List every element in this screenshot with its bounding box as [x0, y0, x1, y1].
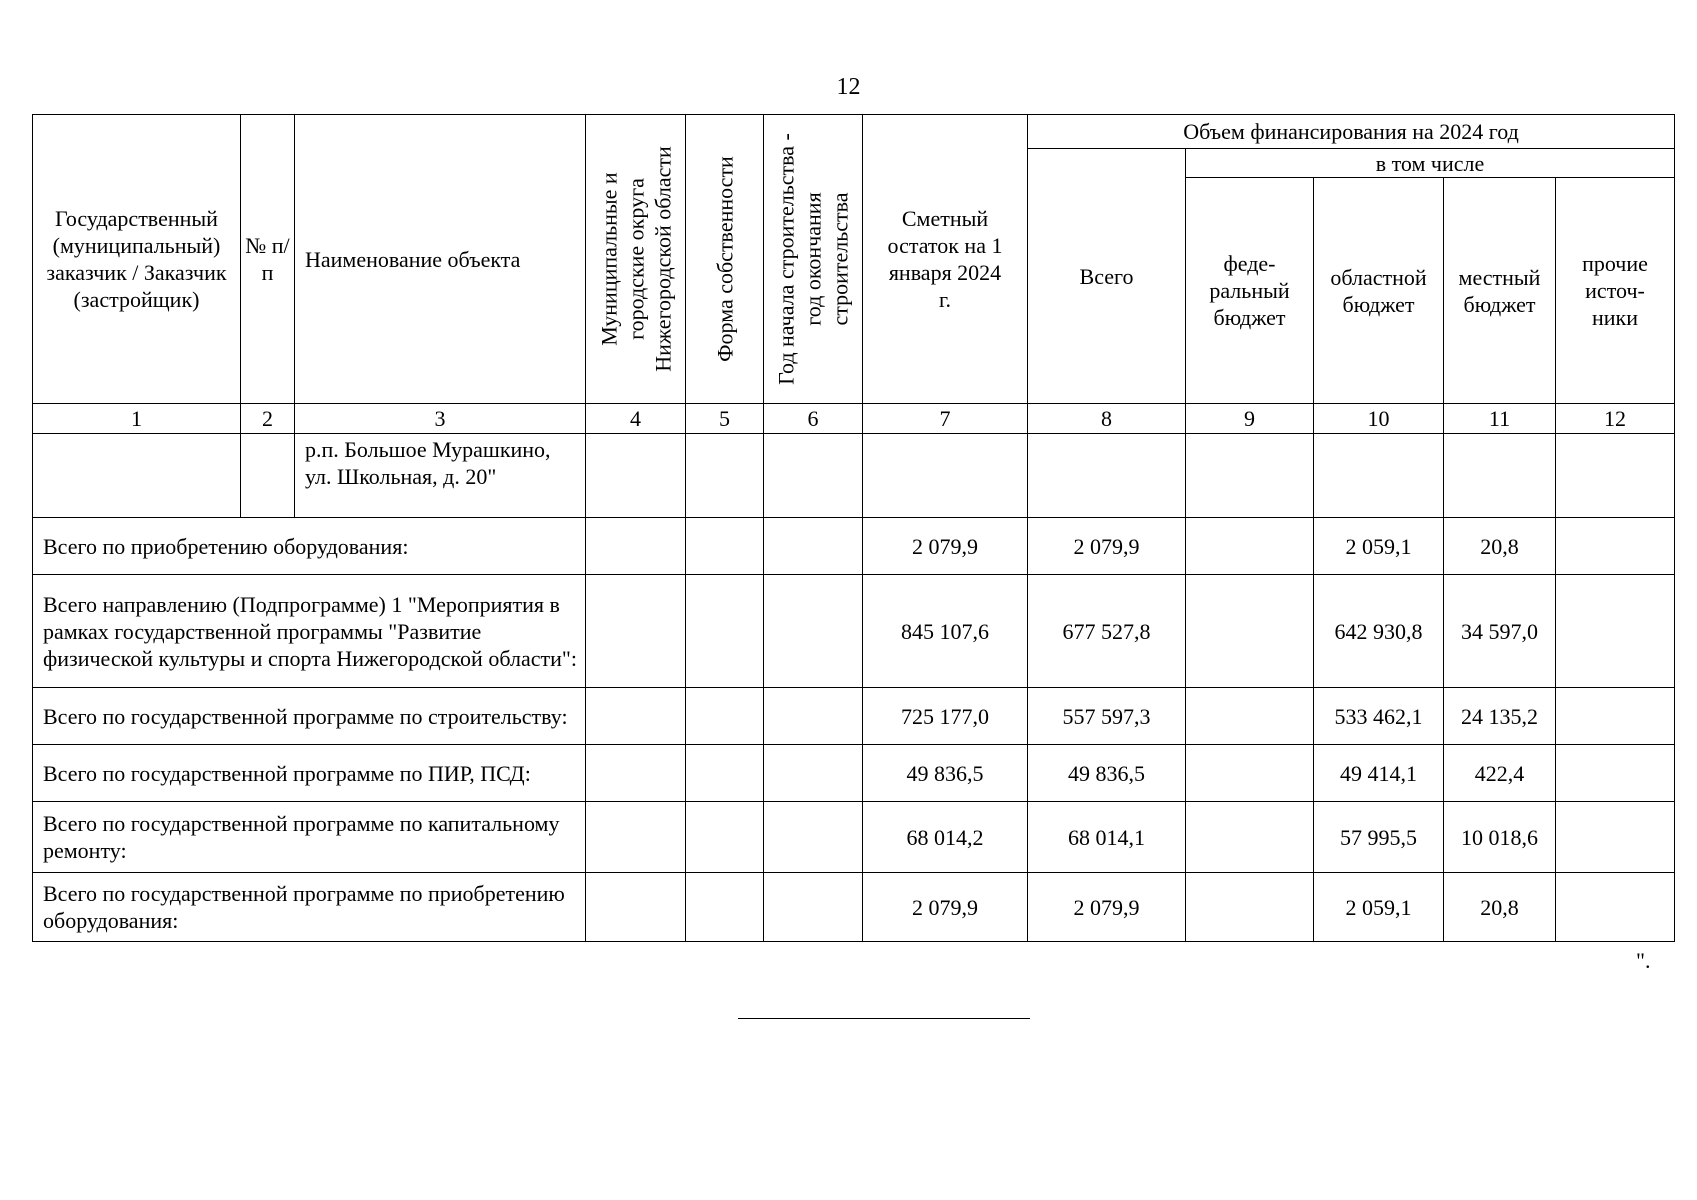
cell-empty [686, 802, 764, 873]
cell-empty [764, 745, 863, 802]
regional-value: 2 059,1 [1314, 873, 1444, 942]
col-number: 4 [586, 404, 686, 434]
federal-value [1186, 688, 1314, 745]
header-federal: феде-ральный бюджет [1186, 178, 1314, 404]
header-ownership-text: Форма собственности [712, 156, 737, 362]
cell-empty [1186, 434, 1314, 518]
other-value [1556, 518, 1675, 575]
federal-value [1186, 575, 1314, 688]
header-object-name: Наименование объекта [295, 115, 586, 404]
cell-empty [686, 518, 764, 575]
header-construction-years [764, 115, 863, 404]
estimate-balance-value: 2 079,9 [863, 518, 1028, 575]
financing-table [32, 114, 1675, 942]
regional-value: 49 414,1 [1314, 745, 1444, 802]
other-value [1556, 745, 1675, 802]
row-label: Всего по приобретению оборудования: [33, 518, 586, 575]
table-row [33, 745, 1675, 802]
cell-empty [863, 434, 1028, 518]
col-number: 6 [764, 404, 863, 434]
header-financing: Объем финансирования на 2024 год [1028, 115, 1675, 149]
header-including: в том числе [1186, 149, 1675, 178]
total-value: 2 079,9 [1028, 873, 1186, 942]
table-row [33, 575, 1675, 688]
table-row [33, 518, 1675, 575]
local-value: 422,4 [1444, 745, 1556, 802]
cell-empty [586, 688, 686, 745]
federal-value [1186, 802, 1314, 873]
col-number: 3 [295, 404, 586, 434]
col-number: 8 [1028, 404, 1186, 434]
other-value [1556, 575, 1675, 688]
cell-empty [586, 873, 686, 942]
row-label: Всего по государственной программе по ПИР, ПСД: [33, 745, 586, 802]
total-value: 49 836,5 [1028, 745, 1186, 802]
col-number: 10 [1314, 404, 1444, 434]
cell-empty [764, 434, 863, 518]
local-value: 20,8 [1444, 873, 1556, 942]
header-ownership [686, 115, 764, 404]
header-local: местный бюджет [1444, 178, 1556, 404]
estimate-balance-value: 845 107,6 [863, 575, 1028, 688]
header-municipalities [586, 115, 686, 404]
row-label: Всего по государственной программе по строительству: [33, 688, 586, 745]
cell-empty [764, 575, 863, 688]
total-value: 677 527,8 [1028, 575, 1186, 688]
federal-value [1186, 745, 1314, 802]
col-number: 5 [686, 404, 764, 434]
col-number: 9 [1186, 404, 1314, 434]
continuation-object-name: р.п. Большое Мурашкино, ул. Школьная, д. 20" [295, 434, 586, 518]
table-row [33, 802, 1675, 873]
col-number: 7 [863, 404, 1028, 434]
header-number: № п/п [241, 115, 295, 404]
estimate-balance-value: 2 079,9 [863, 873, 1028, 942]
other-value [1556, 688, 1675, 745]
cell-empty [586, 518, 686, 575]
estimate-balance-value: 725 177,0 [863, 688, 1028, 745]
regional-value: 642 930,8 [1314, 575, 1444, 688]
col-number: 11 [1444, 404, 1556, 434]
cell-empty [1444, 434, 1556, 518]
cell-empty [764, 688, 863, 745]
cell-empty [686, 873, 764, 942]
continuation-row [33, 434, 1675, 518]
header-total: Всего [1028, 149, 1186, 404]
total-value: 557 597,3 [1028, 688, 1186, 745]
regional-value: 533 462,1 [1314, 688, 1444, 745]
closing-quote: ". [1636, 948, 1651, 973]
cell-empty [764, 802, 863, 873]
cell-empty [1028, 434, 1186, 518]
cell-empty [586, 745, 686, 802]
federal-value [1186, 873, 1314, 942]
cell-empty [686, 688, 764, 745]
total-value: 68 014,1 [1028, 802, 1186, 873]
local-value: 34 597,0 [1444, 575, 1556, 688]
total-value: 2 079,9 [1028, 518, 1186, 575]
other-value [1556, 873, 1675, 942]
estimate-balance-value: 49 836,5 [863, 745, 1028, 802]
column-numbers-row [33, 404, 1675, 434]
header-other: прочие источ-ники [1556, 178, 1675, 404]
col-number: 2 [241, 404, 295, 434]
table-row [33, 688, 1675, 745]
header-construction-years-text: Год начала строительства - год окончания строительства [773, 133, 853, 385]
other-value [1556, 802, 1675, 873]
federal-value [1186, 518, 1314, 575]
header-estimate-balance: Сметный остаток на 1 января 2024 г. [863, 115, 1028, 404]
cell-empty [241, 434, 295, 518]
header-row-1 [33, 115, 1675, 149]
local-value: 20,8 [1444, 518, 1556, 575]
cell-empty [764, 518, 863, 575]
row-label: Всего направлению (Подпрограмме) 1 "Мероприятия в рамках государственной программы "Развитие физической культуры и спорта Нижегородской области": [33, 575, 586, 688]
estimate-balance-value: 68 014,2 [863, 802, 1028, 873]
col-number: 1 [33, 404, 241, 434]
col-number: 12 [1556, 404, 1675, 434]
row-label: Всего по государственной программе по приобретению оборудования: [33, 873, 586, 942]
table-row [33, 873, 1675, 942]
local-value: 24 135,2 [1444, 688, 1556, 745]
footer-divider [738, 1018, 1030, 1019]
cell-empty [586, 802, 686, 873]
local-value: 10 018,6 [1444, 802, 1556, 873]
page-number: 12 [836, 74, 861, 100]
regional-value: 57 995,5 [1314, 802, 1444, 873]
cell-empty [764, 873, 863, 942]
cell-empty [586, 434, 686, 518]
cell-empty [33, 434, 241, 518]
header-regional: областной бюджет [1314, 178, 1444, 404]
cell-empty [686, 434, 764, 518]
cell-empty [586, 575, 686, 688]
header-customer: Государственный (муниципальный) заказчик / Заказчик (застройщик) [33, 115, 241, 404]
header-municipalities-text: Муниципальные и городские округа Нижегородской области [596, 146, 675, 372]
cell-empty [686, 575, 764, 688]
regional-value: 2 059,1 [1314, 518, 1444, 575]
cell-empty [1314, 434, 1444, 518]
cell-empty [686, 745, 764, 802]
row-label: Всего по государственной программе по капитальному ремонту: [33, 802, 586, 873]
cell-empty [1556, 434, 1675, 518]
